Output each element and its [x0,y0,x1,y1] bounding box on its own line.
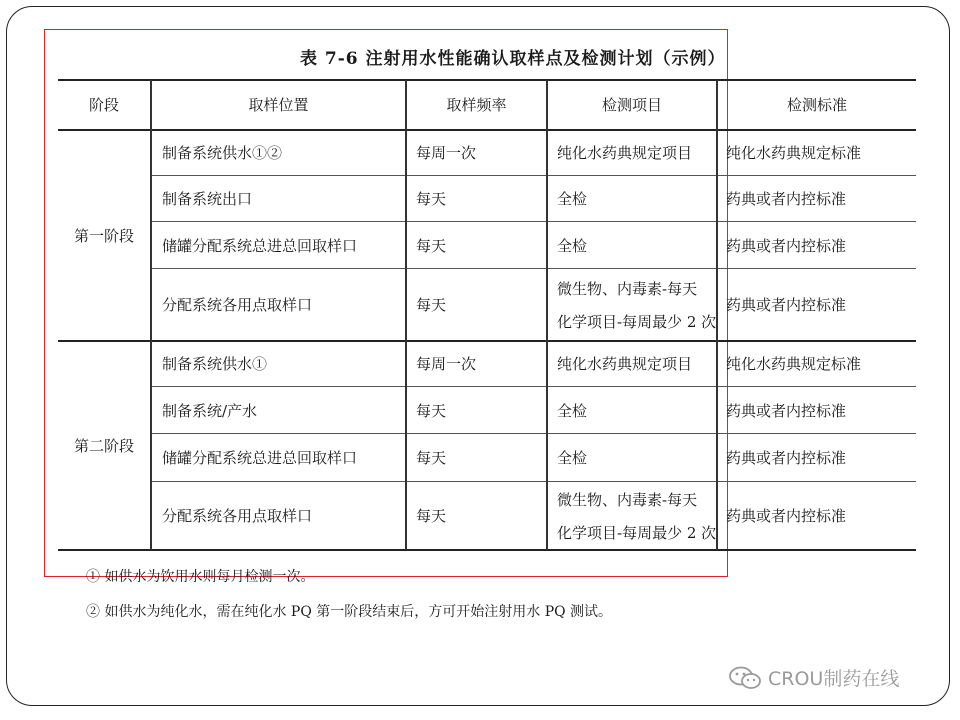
footnote-1: ① 如供水为饮用水则每月检测一次。 [86,569,315,585]
header-stage: 阶段 [88,96,119,114]
table-cell-location: 制备系统/产水 [162,401,258,420]
stage-1-label: 第一阶段 [73,226,134,245]
table-title: 表 7-6 注射用水性能确认取样点及检测计划（示例） [300,49,726,69]
table-cell-standard: 药典或者内控标准 [726,507,847,525]
table-cell-test-items: 化学项目-每周最少 2 次 [557,524,717,542]
table-cell-frequency: 每天 [416,190,447,208]
header-test-items: 检测项目 [601,96,662,114]
table-cell-location: 储罐分配系统总进总回取样口 [162,236,358,255]
table-cell-location: 制备系统供水①② [162,144,283,162]
table-cell-test-items: 全检 [557,401,588,420]
table-cell-standard: 药典或者内控标准 [726,449,847,467]
table-cell-location: 储罐分配系统总进总回取样口 [162,449,358,467]
footnote-2: ② 如供水为纯化水，需在纯化水 PQ 第一阶段结束后，方可开始注射用水 PQ 测试。 [86,604,613,620]
stage-2-label: 第二阶段 [73,436,134,455]
table-cell-standard: 药典或者内控标准 [726,401,847,420]
table-cell-standard: 药典或者内控标准 [726,190,847,208]
watermark-text: CROU制药在线 [768,668,900,690]
table-cell-test-items: 微生物、内毒素-每天 [557,280,698,298]
row-line [151,386,916,387]
table-cell-frequency: 每天 [416,296,447,314]
table-cell-frequency: 每天 [416,449,447,467]
table-cell-test-items: 全检 [557,190,588,208]
table-cell-test-items: 全检 [557,449,588,467]
table-cell-standard: 纯化水药典规定标准 [726,355,862,373]
row-line [151,268,916,269]
header-standard: 检测标准 [786,96,847,114]
table-cell-frequency: 每天 [416,401,447,420]
top-rule [58,79,916,81]
header-frequency: 取样频率 [446,96,507,114]
wechat-icon [728,666,762,690]
table-cell-frequency: 每天 [416,236,447,255]
table-cell-frequency: 每天 [416,507,447,525]
row-line [151,221,916,222]
bottom-rule [58,549,916,551]
row-line [151,433,916,434]
table-cell-standard: 药典或者内控标准 [726,236,847,255]
column-line [150,80,152,550]
table-cell-test-items: 纯化水药典规定项目 [557,144,693,162]
column-line [405,80,407,550]
row-line [151,481,916,482]
header-location: 取样位置 [248,96,309,114]
table-cell-standard: 纯化水药典规定标准 [726,144,862,162]
table-cell-location: 分配系统各用点取样口 [162,507,313,525]
table-cell-location: 制备系统出口 [162,190,253,208]
column-line [716,80,718,550]
column-line [546,80,548,550]
table-cell-frequency: 每周一次 [416,144,477,162]
table-cell-location: 分配系统各用点取样口 [162,296,313,314]
table-cell-standard: 药典或者内控标准 [726,296,847,314]
table-cell-frequency: 每周一次 [416,355,477,373]
table-cell-test-items: 全检 [557,236,588,255]
table-cell-location: 制备系统供水① [162,355,268,373]
table-cell-test-items: 纯化水药典规定项目 [557,355,693,373]
table-cell-test-items: 化学项目-每周最少 2 次 [557,313,717,331]
watermark [728,664,899,691]
row-line [151,175,916,176]
table-cell-test-items: 微生物、内毒素-每天 [557,491,698,509]
